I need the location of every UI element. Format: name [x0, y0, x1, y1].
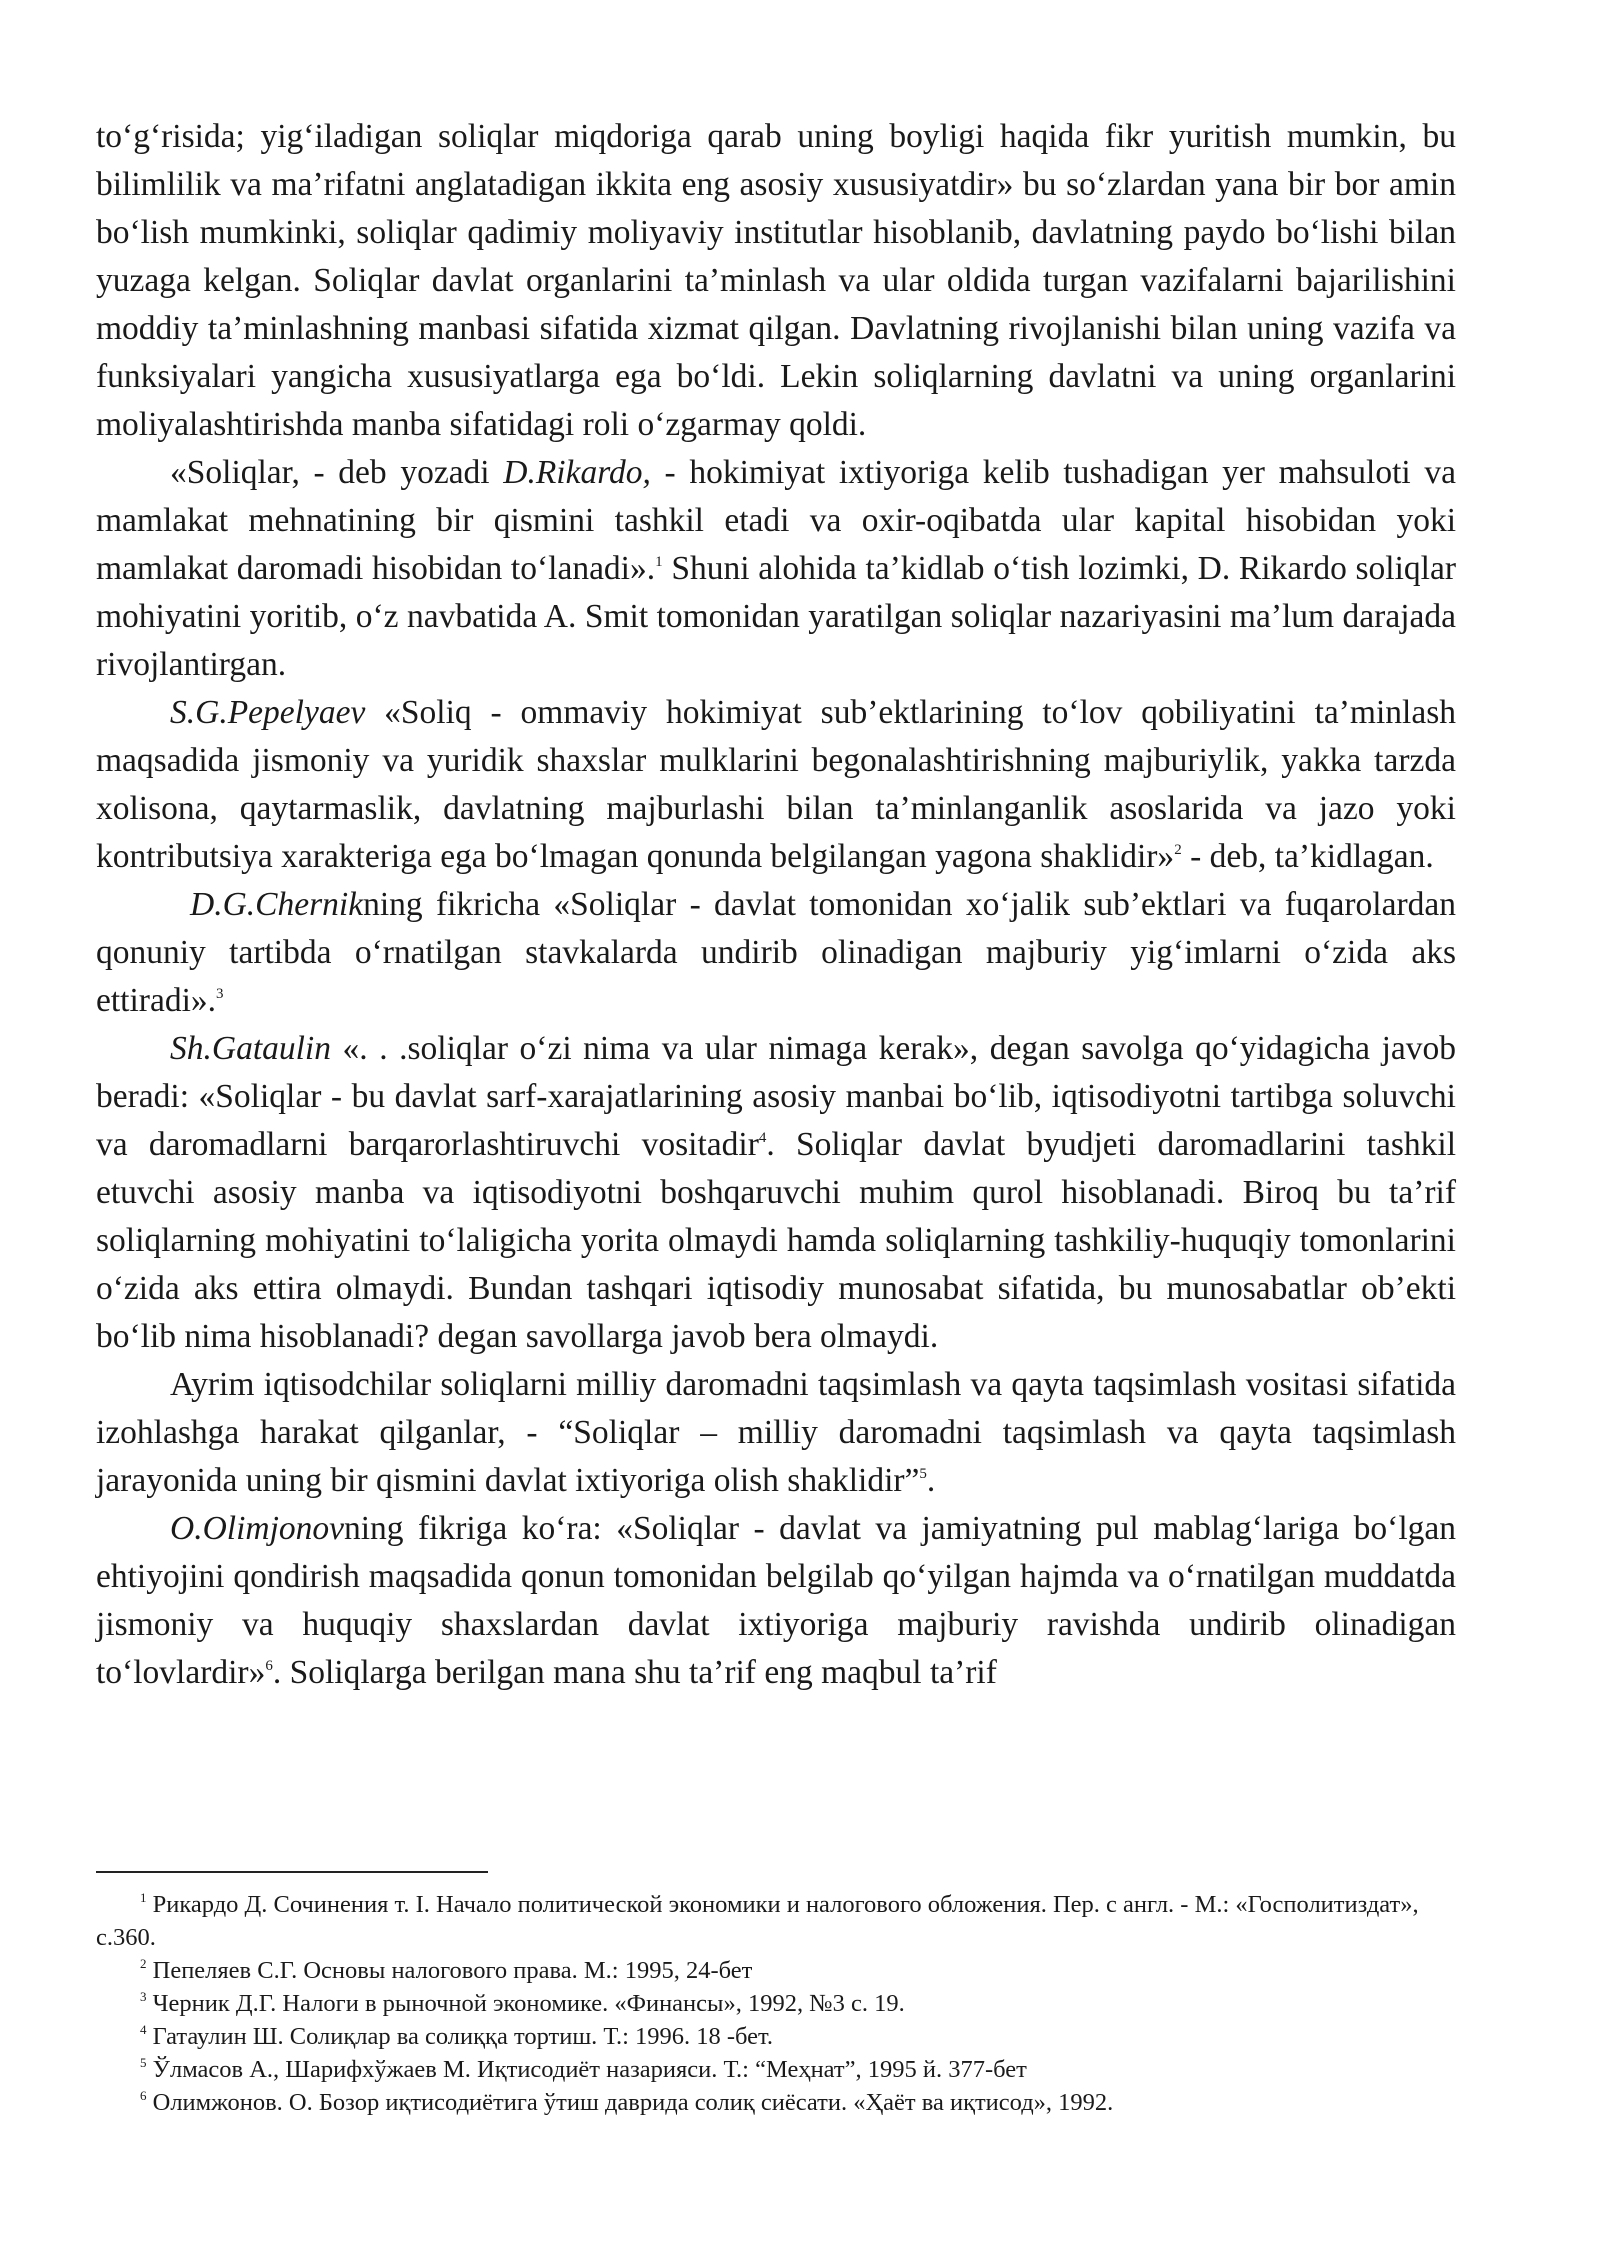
footnote-6 [96, 2086, 1456, 2119]
paragraph-4-text-a: ning fikricha «Soliqlar - davlat tomonidan xo‘jalik sub’ektlari va fuqarolardan qonuniy tartibda o‘rnatilgan stavkalarda undirib olinadigan majburiy yig‘imlarni o‘zida aks ettiradi». [96, 886, 1456, 1019]
paragraph-7-text-a: ning fikriga ko‘ra: «Soliqlar - davlat va jamiyatning pul mablag‘lariga bo‘lgan ehtiyojini qondirish maqsadida qonun tomonidan belgilab qo‘yilgan hajmda va o‘rnatilgan muddatda jismoniy va huquqiy shaxslardan davlat ixtiyoriga majburiy ravishda undirib olinadigan to‘lovlardir» [96, 1510, 1456, 1691]
paragraph-2-text-b: - hokimiyat ixtiyoriga kelib tushadigan yer mahsuloti va mamlakat mehnatining bir qismini tashkil etadi va oxir-oqibatda ular kapital hisobidan yoki mamlakat daromadi hisobidan to‘lanadi». [96, 454, 1456, 587]
paragraph-1-text: to‘g‘risida; yig‘iladigan soliqlar miqdoriga qarab uning boyligi haqida fikr yuritish mumkin, bu bilimlilik va ma’rifatni anglatadigan ikkita eng asosiy xususiyatdir» bu so‘zlardan yana bir bor amin bo‘lish mumkinki, soliqlar qadimiy moliyaviy institutlar hisoblanib, davlatning paydo bo‘lishi bilan yuzaga kelgan. Soliqlar davlat organlarini ta’minlash va ular oldida turgan vazifalarni bajarilishini moddiy ta’minlashning manbasi sifatida xizmat qilgan. Davlatning rivojlanishi bilan uning vazifa va funksiyalari yangicha xususiyatlarga ega bo‘ldi. Lekin soliqlarning davlatni va uning organlarini moliyalashtirishda manba sifatidagi roli o‘zgarmay qoldi. [96, 118, 1456, 443]
footnote-ref-5: 5 [919, 1466, 927, 1482]
author-gataulin: Sh.Gataulin [170, 1030, 331, 1067]
footnote-text: Гатаулин Ш. Солиқлар ва солиққа тортиш. Т.: 1996. 18 -бет. [146, 2023, 774, 2050]
paragraph-5-text-a: «. . .soliqlar o‘zi nima va ular nimaga kerak», degan savolga qo‘yidagicha javob beradi: «Soliqlar - bu davlat sarf-xarajatlarining asosiy manbai bo‘lib, iqtisodiyotni tartibga soluvchi va daromadlarni barqarorlashtiruvchi vositadir [96, 1030, 1456, 1163]
paragraph-2-text-c: Shuni alohida ta’kidlab o‘tish lozimki, D. Rikardo soliqlar mohiyatini yoritib, o‘z navbatida A. Smit tomonidan yaratilgan soliqlar nazariyasini ma’lum darajada rivojlantirgan. [96, 550, 1456, 683]
author-pepelyaev: S.G.Pepelyaev [170, 694, 366, 731]
footnote-5 [96, 2053, 1456, 2086]
author-chernik: D.G.Chernik [190, 886, 364, 923]
paragraph-3-text-a: «Soliq - ommaviy hokimiyat sub’ektlarining to‘lov qobiliyatini ta’minlash maqsadida jismoniy va yuridik shaxslar mulklarini begonalashtirishning majburiylik, yakka tarzda xolisona, qaytarmaslik, davlatning majburlashi bilan ta’minlanganlik asoslarida va jazo yoki kontributsiya xarakteriga ega bo‘lmagan qonunda belgilangan yagona shaklidir» [96, 694, 1456, 875]
paragraph-6-text-a: Ayrim iqtisodchilar soliqlarni milliy daromadni taqsimlash va qayta taqsimlash vositasi sifatida izohlashga harakat qilganlar, - “Soliqlar – milliy daromadni taqsimlash va qayta taqsimlash jarayonida uning bir qismini davlat ixtiyoriga olish shaklidir” [96, 1366, 1456, 1499]
footnote-number: 4 [140, 2022, 147, 2037]
paragraph-6-text-b: . [926, 1462, 936, 1499]
footnote-2 [96, 1954, 1456, 1987]
footnote-ref-4: 4 [758, 1130, 767, 1146]
footnote-number: 3 [140, 1989, 147, 2004]
footnotes [96, 1888, 1456, 2119]
paragraph-1 [96, 113, 1456, 449]
footnote-ref-3: 3 [216, 986, 224, 1002]
footnote-number: 5 [140, 2055, 147, 2070]
paragraph-3-text-b: - deb, ta’kidlagan. [1181, 838, 1434, 875]
paragraph-7-text-b: . Soliqlarga berilgan mana shu ta’rif eng maqbul ta’rif [272, 1654, 997, 1691]
footnote-text: Олимжонов. О. Бозор иқтисодиётига ўтиш даврида солиқ сиёсати. «Ҳаёт ва иқтисод», 1992. [146, 2089, 1114, 2116]
footnote-text: Пепеляев С.Г. Основы налогового права. М.: 1995, 24-бет [146, 1957, 753, 1984]
footnote-text: Ўлмасов А., Шарифхўжаев М. Иқтисодиёт назарияси. Т.: “Меҳнат”, 1995 й. 377-бет [146, 2056, 1027, 2083]
footnote-ref-1: 1 [655, 554, 663, 570]
footnote-number: 6 [140, 2088, 147, 2103]
author-olimjonov: O.Olimjonov [170, 1510, 344, 1547]
footnote-separator [96, 1871, 488, 1873]
paragraph-5 [96, 1025, 1456, 1361]
paragraph-5-text-b: . Soliqlar davlat byudjeti daromadlarini tashkil etuvchi asosiy manba va iqtisodiyotni boshqaruvchi muhim qurol hisoblanadi. Biroq bu ta’rif soliqlarning mohiyatini to‘laligicha yorita olmaydi hamda soliqlarning tashkiliy-huquqiy tomonlarini o‘zida aks ettira olmaydi. Bundan tashqari iqtisodiy munosabat sifatida, bu munosabatlar ob’ekti bo‘lib nima hisoblanadi? degan savollarga javob bera olmaydi. [96, 1126, 1456, 1355]
paragraph-2-text-a: «Soliqlar, - deb yozadi [170, 454, 504, 491]
footnote-4 [96, 2020, 1456, 2053]
author-rikardo: D.Rikardo, [503, 454, 651, 491]
paragraph-3 [96, 689, 1456, 881]
footnote-ref-6: 6 [265, 1658, 273, 1674]
footnote-number: 1 [140, 1890, 147, 1905]
footnote-text: Черник Д.Г. Налоги в рыночной экономике. «Финансы», 1992, №3 с. 19. [146, 1990, 905, 2017]
footnote-ref-2: 2 [1174, 842, 1182, 858]
footnote-3 [96, 1987, 1456, 2020]
paragraph-7 [96, 1505, 1456, 1697]
footnote-number: 2 [140, 1956, 147, 1971]
footnote-text: Рикардо Д. Сочинения т. I. Начало политической экономики и налогового обложения. Пер. с англ. - М.: «Госполитиздат», с.360. [96, 1891, 1419, 1951]
paragraph-2 [96, 449, 1456, 689]
paragraph-4 [96, 881, 1456, 1025]
paragraph-6 [96, 1361, 1456, 1505]
footnote-1 [96, 1888, 1456, 1954]
body-text [96, 113, 1456, 1697]
